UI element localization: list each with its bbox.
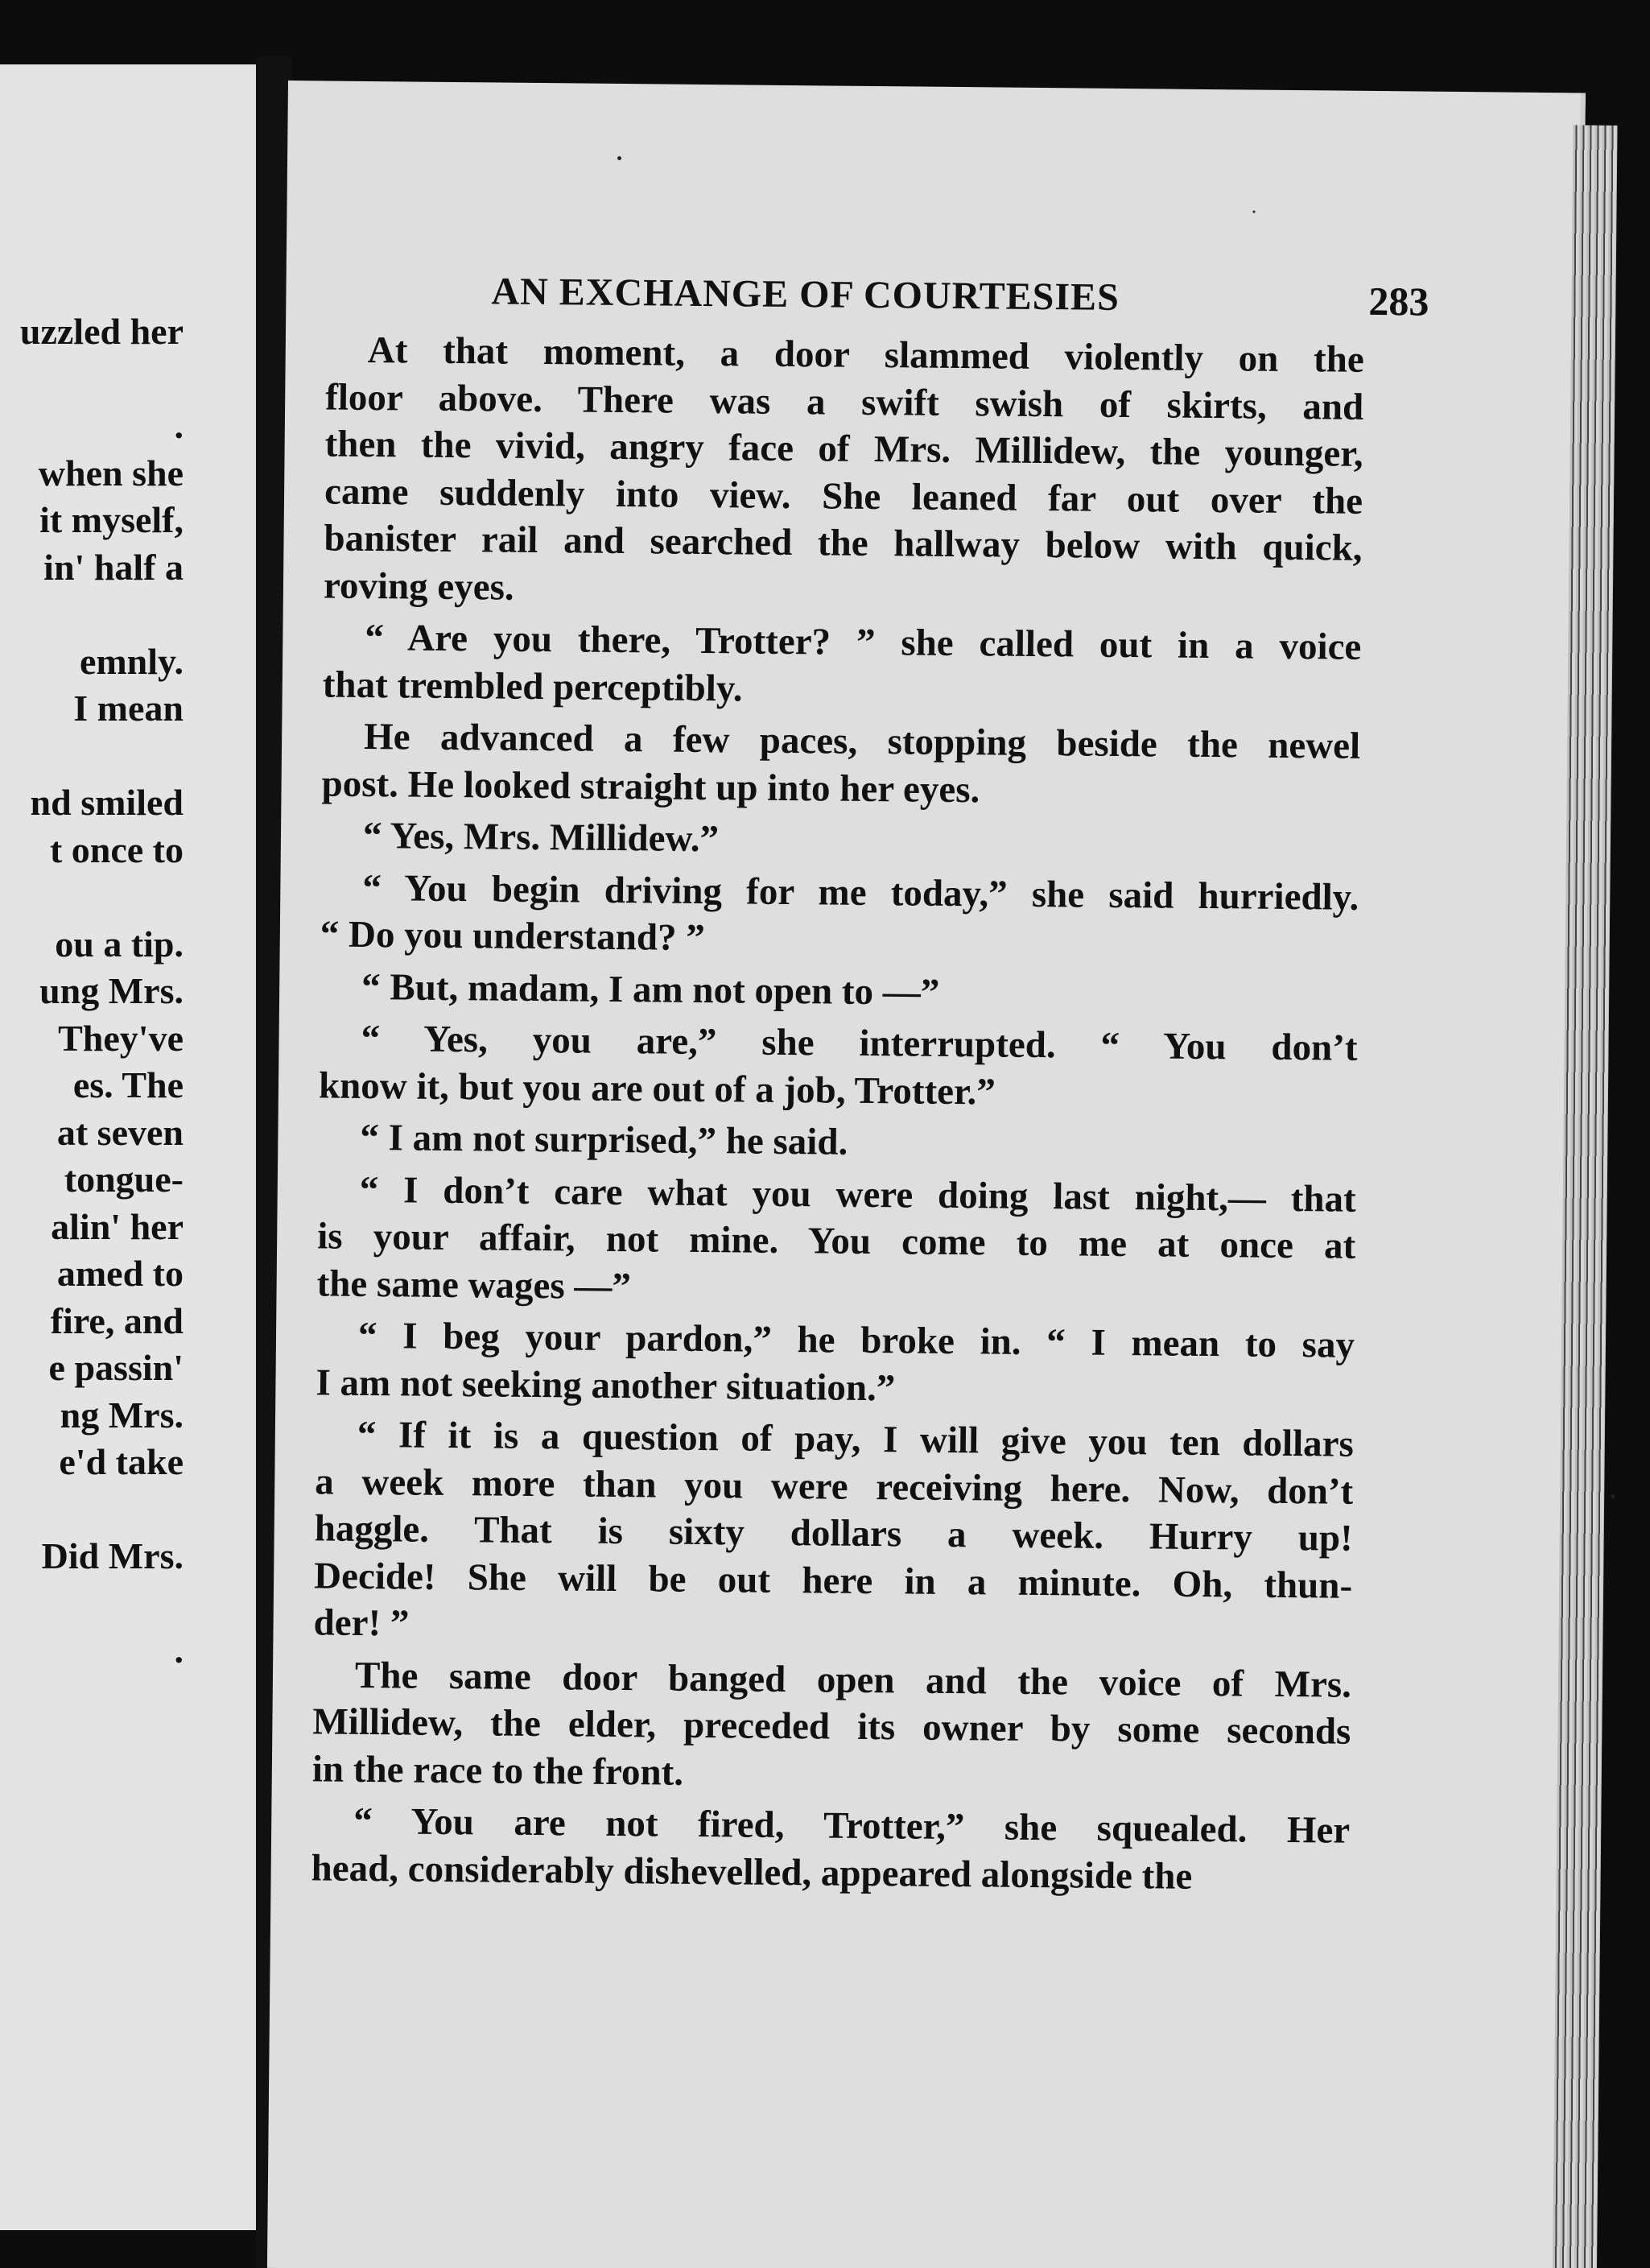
text-line: banister rail and searched the hallway below with quick, — [324, 517, 1363, 569]
paragraph — [318, 1113, 1357, 1171]
left-page-line: Did Mrs. — [41, 1535, 184, 1576]
left-page-line: es. The — [72, 1064, 184, 1105]
text-line: know it, but you are out of a job, Trotter.” — [318, 1064, 996, 1113]
left-page-line: I mean — [73, 688, 184, 729]
text-line: Decide! She will be out here in a minute. Oh, thun- — [313, 1554, 1353, 1607]
left-page-line: ou a tip. — [55, 923, 184, 965]
text-line: is your affair, not mine. You come to me at once at — [316, 1215, 1356, 1267]
left-page-line: . — [174, 405, 184, 446]
text-line: The same door banged open and the voice of Mrs. — [354, 1654, 1352, 1706]
left-page-line: amed to — [56, 1253, 184, 1294]
paragraph — [312, 1651, 1352, 1803]
text-line: head, considerably dishevelled, appeared alongside the — [311, 1846, 1193, 1898]
text-line: “ I am not surprised,” he said. — [360, 1116, 848, 1163]
left-page-line: in' half a — [43, 546, 184, 588]
text-line: der! ” — [313, 1601, 410, 1645]
left-page-line: uzzled her — [19, 311, 184, 352]
paragraph — [321, 812, 1360, 869]
paragraph — [316, 1166, 1356, 1317]
text-line: Millidew, the elder, preceded its owner by some seconds — [312, 1700, 1351, 1753]
right-page — [267, 81, 1586, 2268]
paragraph — [311, 1797, 1350, 1901]
text-line: haggle. That is sixty dollars a week. Hurry up! — [314, 1507, 1353, 1560]
left-page-line: emnly. — [79, 640, 184, 682]
scan-speck — [1611, 1494, 1615, 1498]
left-page-line: it myself, — [39, 499, 184, 540]
scan-speck — [617, 156, 621, 160]
text-line: post. He looked straight up into her eyes. — [321, 762, 980, 811]
text-line: “ You begin driving for me today,” she said hurriedly. — [362, 866, 1359, 919]
left-page-line: e'd take — [59, 1441, 184, 1482]
text-line: roving eyes. — [323, 564, 514, 609]
left-page-line: e passin' — [48, 1347, 184, 1388]
page-number: 283 — [1368, 278, 1429, 324]
scan-speck — [1252, 211, 1255, 213]
paragraph — [321, 713, 1360, 816]
text-line: then the vivid, angry face of Mrs. Millidew, the younger, — [324, 423, 1363, 475]
text-line: a week more than you were receiving here. Now, don’t — [315, 1460, 1354, 1513]
text-line: “ Do you understand? ” — [320, 913, 706, 960]
paragraph — [313, 1411, 1354, 1656]
running-head: AN EXCHANGE OF COURTESIES — [491, 270, 1120, 319]
paragraph — [316, 1312, 1355, 1415]
paragraph — [319, 1014, 1358, 1118]
paragraph — [324, 326, 1364, 618]
paragraph — [320, 864, 1359, 968]
left-page-line: alin' her — [51, 1205, 184, 1247]
text-line: He advanced a few paces, stopping beside the newel — [363, 715, 1361, 767]
text-line: that trembled perceptibly. — [322, 663, 743, 709]
text-line: “ Yes, you are,” she interrupted. “ You don’t — [361, 1017, 1358, 1069]
left-page-line: ung Mrs. — [39, 970, 184, 1011]
left-page-line: when she — [38, 452, 184, 494]
text-line: the same wages —” — [316, 1262, 632, 1308]
text-line: floor above. There was a swift swish of skirts, and — [324, 375, 1364, 428]
text-line: “ Are you there, Trotter? ” she called out in a voice — [365, 616, 1362, 668]
left-page-line: fire, and — [50, 1299, 184, 1341]
text-line: “ I beg your pardon,” he broke in. “ I mean to say — [357, 1314, 1355, 1366]
left-page-line: nd smiled — [30, 782, 184, 823]
paragraph — [320, 963, 1359, 1020]
left-page-line: at seven — [56, 1111, 184, 1153]
left-page-line: t once to — [49, 828, 184, 870]
text-line: “ You are not fired, Trotter,” she squealed. Her — [353, 1799, 1351, 1852]
text-line: At that moment, a door slammed violently on the — [367, 328, 1364, 381]
page-edge-stack — [1553, 125, 1618, 2268]
paragraph — [323, 613, 1362, 717]
left-page-line: ng Mrs. — [60, 1394, 184, 1436]
text-line: “ Yes, Mrs. Millidew.” — [362, 814, 720, 861]
text-line: “ But, madam, I am not open to —” — [361, 965, 940, 1014]
left-page — [0, 64, 259, 2230]
left-page-line: They've — [58, 1017, 184, 1059]
left-page-line: . — [174, 1630, 184, 1671]
left-page-line: tongue- — [64, 1159, 184, 1200]
text-line: “ If it is a question of pay, I will give you ten dollars — [357, 1413, 1355, 1465]
text-line: in the race to the front. — [311, 1747, 684, 1794]
text-line: I am not seeking another situation.” — [316, 1361, 896, 1409]
text-line: “ I don’t care what you were doing last night,— that — [359, 1168, 1356, 1221]
body-text — [311, 326, 1364, 1906]
text-line: came suddenly into view. She leaned far out over the — [324, 469, 1363, 523]
